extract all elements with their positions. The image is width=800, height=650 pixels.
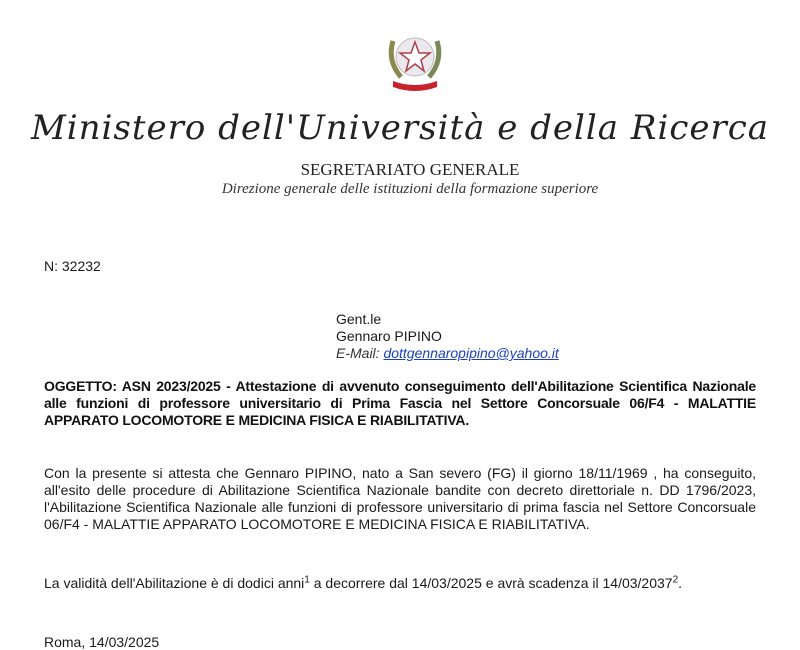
ministry-title: Ministero dell'Università e della Ricerca [30, 108, 770, 148]
subject: OGGETTO: ASN 2023/2025 - Attestazione di avvenuto conseguimento dell'Abilitazione Scientifica Nazionale alle funzioni di professore universitario di Prima Fascia nel Settore Concorsuale 06/F4 - MALATTIE APPARATO LOCOMOTORE E MEDICINA FISICA E RIABILITATIVA. [44, 378, 756, 428]
italian-republic-emblem-icon [383, 27, 447, 95]
body-paragraph-1: Con la presente si attesta che Gennaro PIPINO, nato a San severo (FG) il giorno 18/11/1969 , ha conseguito, all'esito delle procedure di Abilitazione Scientifica Nazionale bandite con decreto direttoriale n. DD 1796/2023, l'Abilitazione Scientifica Nazionale alle funzioni di professore universitario di prima fascia nel Settore Concorsuale 06/F4 - MALATTIE APPARATO LOCOMOTORE E MEDICINA FISICA E RIABILITATIVA. [44, 465, 756, 532]
validity-text-1: La validità dell'Abilitazione è di dodici anni [44, 575, 305, 591]
recipient-name: Gennaro PIPINO [336, 328, 442, 344]
directorate-title: Direzione generale delle istituzioni della formazione superiore [221, 181, 599, 197]
validity-text-2: a decorrere dal 14/03/2025 e avrà scadenza il 14/03/2037 [309, 575, 673, 591]
recipient-block [336, 311, 559, 362]
protocol-number: N: 32232 [44, 258, 101, 274]
email-link[interactable]: dottgennaropipino@yahoo.it [383, 345, 559, 361]
secretariat-title: SEGRETARIATO GENERALE [300, 160, 520, 179]
footnote-ref-1[interactable]: 1 [304, 574, 310, 586]
email-label: E-Mail: [336, 345, 384, 361]
validity-text-3: . [678, 575, 683, 591]
place-date: Roma, 14/03/2025 [44, 634, 160, 650]
salutation: Gent.le [336, 311, 382, 327]
footnote-ref-2[interactable]: 2 [672, 574, 679, 586]
validity-paragraph [44, 575, 756, 592]
recipient-email-row [336, 345, 559, 362]
